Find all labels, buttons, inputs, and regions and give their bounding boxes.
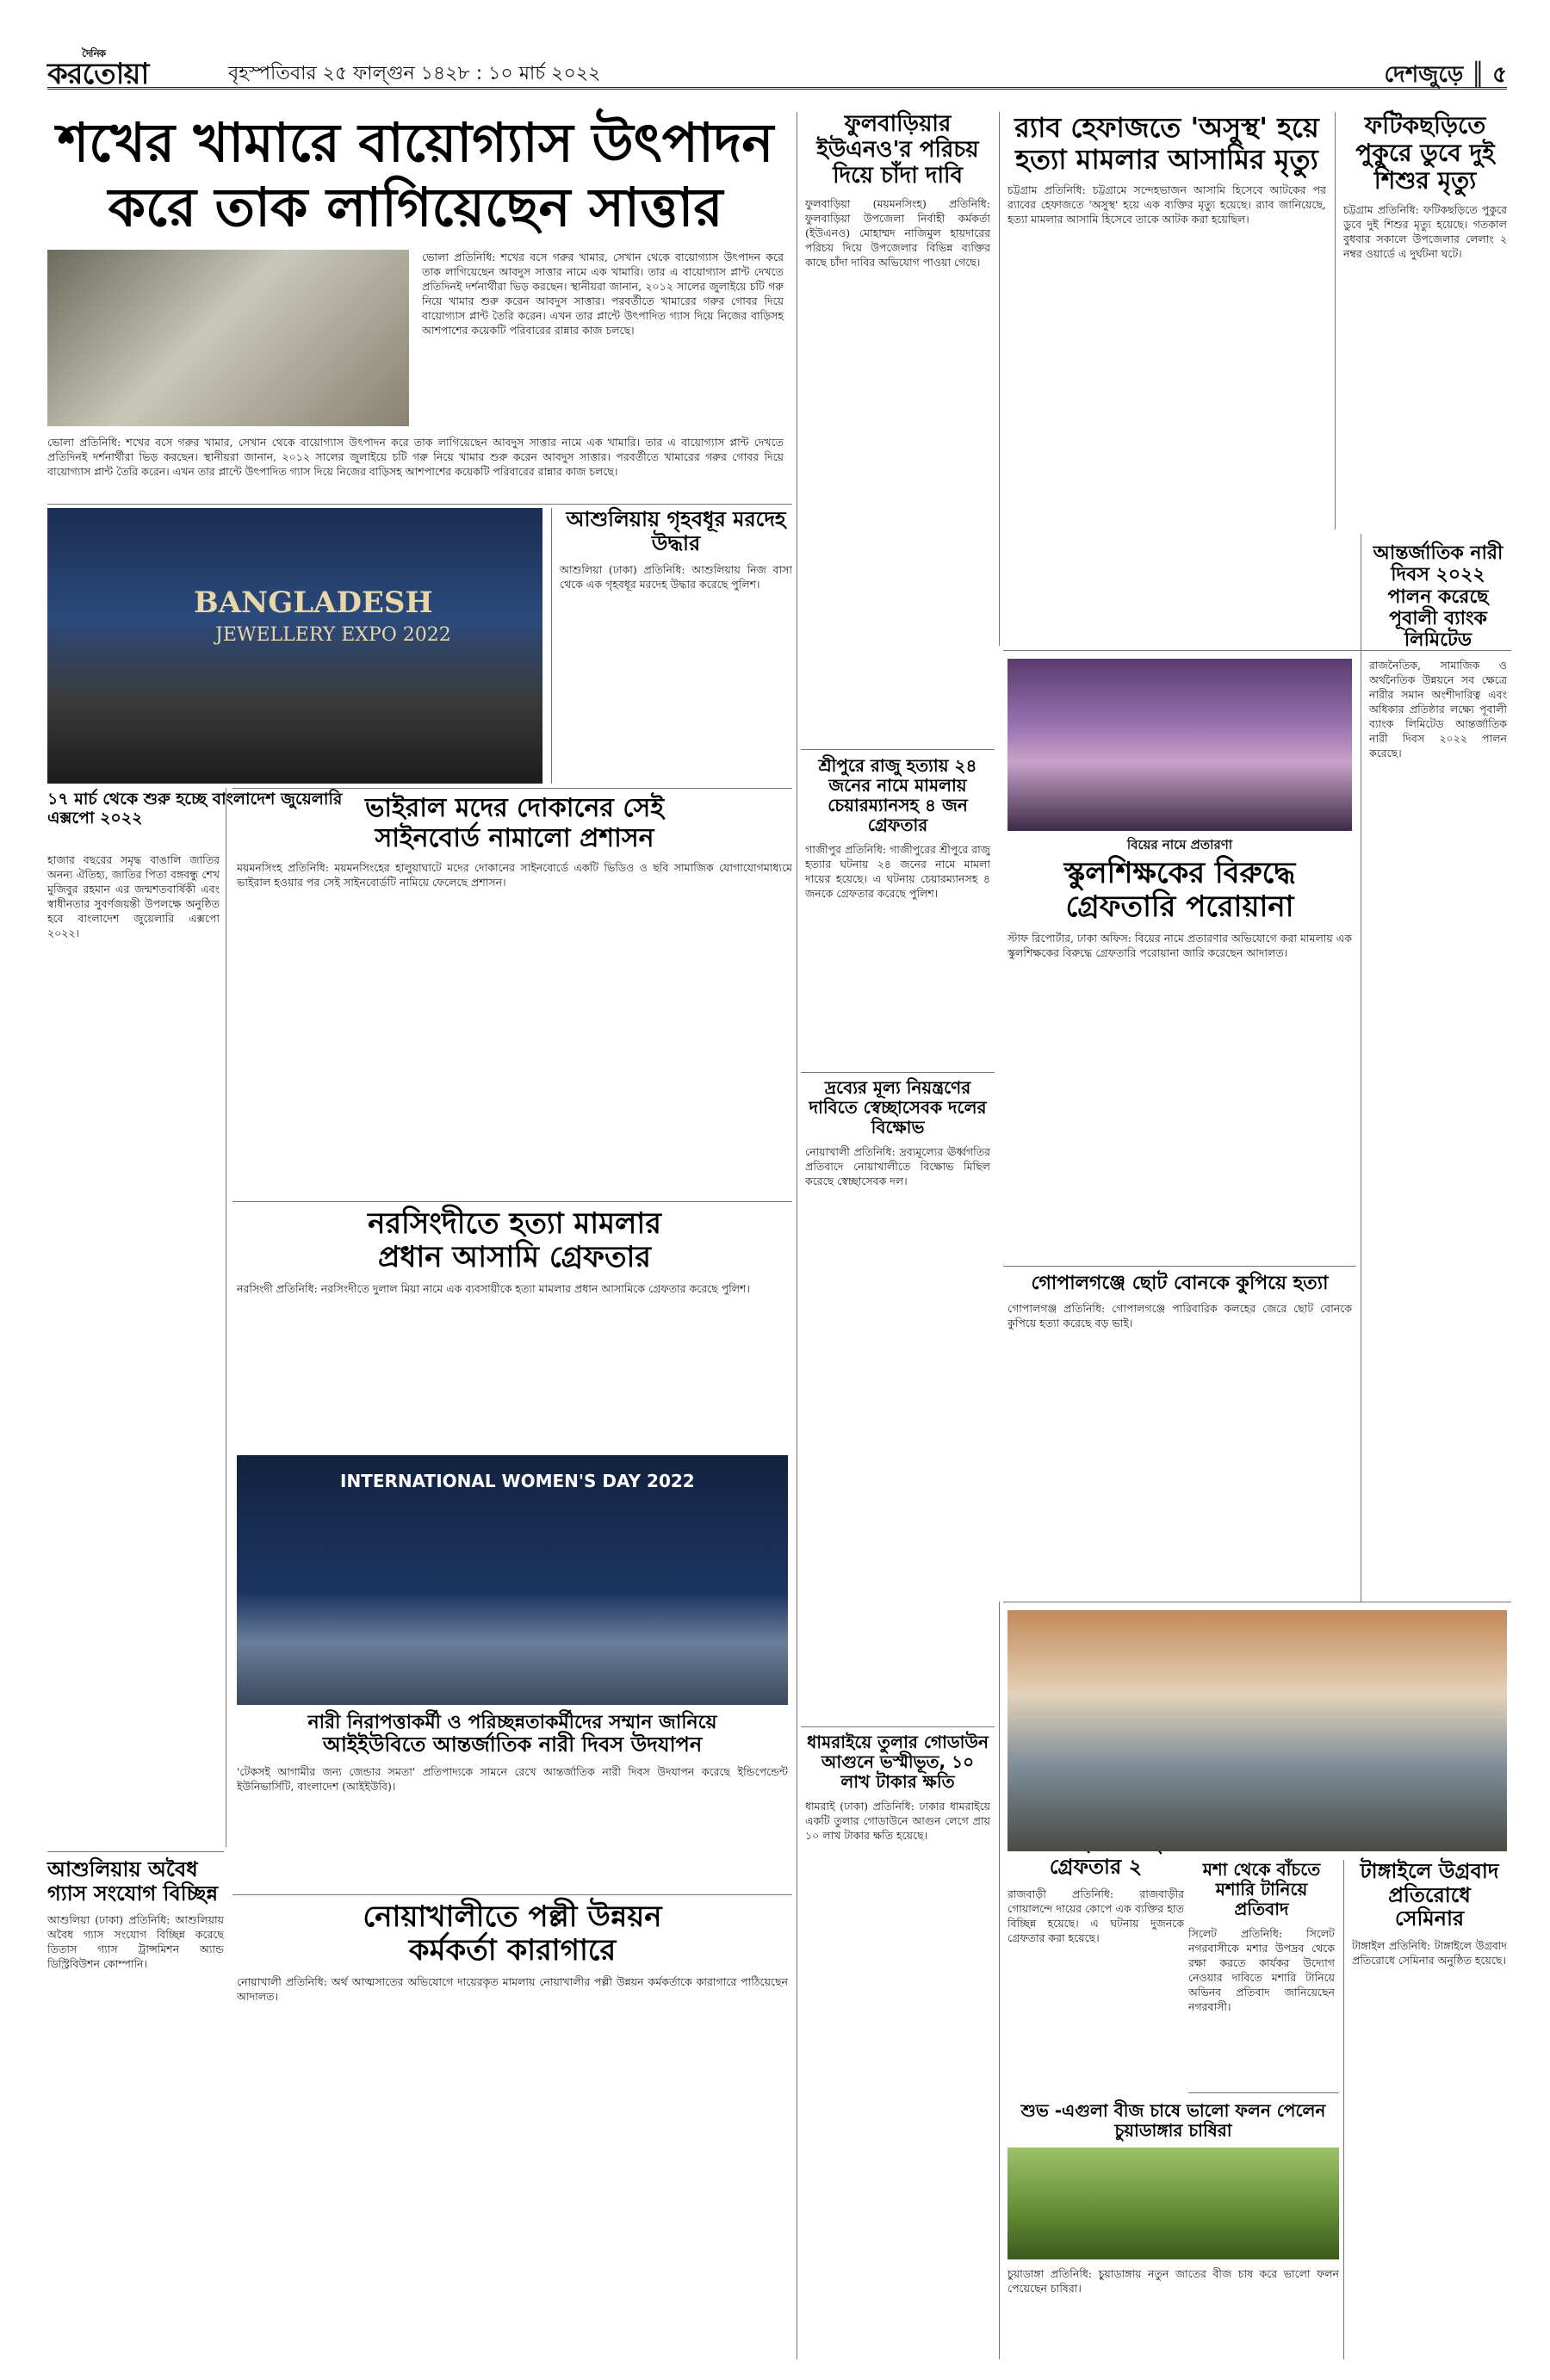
iub-womens-day-photo <box>237 1455 788 1705</box>
newspaper-logo: দৈনিক করতোয়া <box>47 47 149 91</box>
noakhali-body: নোয়াখালী প্রতিনিধি: অর্থ আত্মসাতের অভিযোগে দায়েরকৃত মামলায় নোয়াখালীর পল্লী উন্নয়ন কর্মকর্তাকে কারাগারে পাঠিয়েছেন আদালত। <box>237 1975 788 2004</box>
signboard-body: ময়মনসিংহ প্রতিনিধি: ময়মনসিংহের হালুয়াঘাটে মদের দোকানের সাইনবোর্ডে একটি ভিডিও ও ছবি সামাজিক যোগাযোগমাধ্যমে ভাইরাল হওয়ার পর সেই সাইনবোর্ডটি নামিয়ে ফেলেছে প্রশাসন। <box>237 861 792 889</box>
lead-headline-line2: করে তাক লাগিয়েছেন সাত্তার <box>108 176 723 239</box>
signboard-headline-line1: ভাইরাল মদের দোকানের সেই <box>365 793 664 823</box>
row-rule <box>47 1851 224 1852</box>
ashulia-gas-body: আশুলিয়া (ঢাকা) প্রতিনিধি: আশুলিয়ায় অবৈধ গ্যাস সংযোগ বিচ্ছিন্ন করেছে তিতাস গ্যাস ট্রান্সমিশন অ্যান্ড ডিস্ট্রিবিউশন কোম্পানি। <box>47 1913 224 1971</box>
iub-headline-line1: নারী নিরাপত্তাকর্মী ও পরিচ্ছন্নতাকর্মীদের সম্মান জানিয়ে <box>307 1712 717 1733</box>
signboard-headline-line2: সাইনবোর্ড নামালো প্রশাসন <box>375 822 654 853</box>
narsingdi-headline-line1: নরসিংদীতে হত্যা মামলার <box>368 1206 661 1241</box>
noakhali-headline-line1: নোয়াখালীতে পল্লী উন্নয়ন <box>363 1900 662 1934</box>
lead-article <box>47 112 784 239</box>
column-rule <box>1335 112 1336 530</box>
fatikchari-article <box>1343 112 1507 487</box>
jewellery-expo-photo <box>47 508 542 784</box>
column-rule <box>551 508 552 784</box>
tangail-headline: টাঙ্গাইলে উগ্রবাদ প্রতিরোধে সেমিনার <box>1360 1859 1499 1931</box>
tangail-body: টাঙ্গাইল প্রতিনিধি: টাঙ্গাইলে উগ্রবাদ প্রতিরোধে সেমিনার অনুষ্ঠিত হয়েছে। <box>1352 1938 1507 1967</box>
noakhali-article <box>237 1900 788 2302</box>
rab-headline-line2: হত্যা মামলার আসামির মৃত্যু <box>1015 142 1318 176</box>
row-rule <box>47 504 792 505</box>
school-teacher-article <box>1008 857 1352 1189</box>
pubali-body: রাজনৈতিক, সামাজিক ও অর্থনৈতিক উন্নয়নে সব ক্ষেত্রে নারীর সমান অংশীদারিত্ব এবং অধিকার প্রতিষ্ঠার লক্ষ্যে পূবালী ব্যাংক লিমিটেড আন্তর্জাতিক নারী দিবস ২০২২ পালন করেছে। <box>1369 659 1507 760</box>
fatikchari-headline: ফটিকছড়িতে পুকুরে ডুবে দুই শিশুর মৃত্যু <box>1355 111 1495 195</box>
ashulia-gas-article <box>47 1858 224 2369</box>
signboard-article <box>237 794 792 1187</box>
ashulia-wife-body: আশুলিয়া (ঢাকা) প্রতিনিধি: আশুলিয়ায় নিজ বাসা থেকে এক গৃহবধূর মরদেহ উদ্ধার করেছে পুলিশ। <box>560 563 792 592</box>
school-teacher-headline-line1: স্কুলশিক্ষকের বিরুদ্ধে <box>1063 856 1296 890</box>
iub-photo-banner: INTERNATIONAL WOMEN'S DAY 2022 <box>340 1471 695 1491</box>
school-teacher-headline-line2: গ্রেফতারি পরোয়ানা <box>1065 889 1294 925</box>
row-rule <box>801 1072 995 1073</box>
pubali-womens-day-photo <box>1008 659 1352 831</box>
dhamrai-headline: ধামরাইয়ে তুলার গোডাউন আগুনে ভস্মীভূত, ১০ লাখ টাকার ক্ষতি <box>807 1732 989 1792</box>
sreepur-headline: শ্রীপুরে রাজু হত্যায় ২৪ জনের নামে মামলায় চেয়ারম্যানসহ ৪ জন গ্রেফতার <box>818 755 977 835</box>
dragon-fruit-photo <box>1008 2148 1339 2259</box>
dragon-fruit-article <box>1008 2101 1339 2370</box>
sreepur-article <box>805 756 990 1075</box>
mosquito-protest-photo <box>1008 1610 1507 1851</box>
fulbari-body: ফুলবাড়িয়া (ময়মনসিংহ) প্রতিনিধি: ফুলবাড়িয়া উপজেলা নির্বাহী কর্মকর্তা (ইউএনও) মোহাম্মদ নাজিমুল হায়দারের পরিচয় দিয়ে উপজেলার বিভিন্ন ব্যক্তির কাছে চাঁদা দাবির অভিযোগ পাওয়া গেছে। <box>805 196 990 269</box>
dragon-fruit-headline: শুভ -এগুলা বীজ চাষে ভালো ফলন পেলেন চুয়াডাঙ্গার চাষিরা <box>1020 2100 1326 2141</box>
dravyamulya-headline: দ্রব্যের মূল্য নিয়ন্ত্রণের দাবিতে স্বেচ্ছাসেবক দলের বিক্ষোভ <box>809 1077 987 1137</box>
sreepur-body: গাজীপুর প্রতিনিধি: গাজীপুরের শ্রীপুরে রাজু হত্যার ঘটনায় ২৪ জনের নামে মামলা দায়ের হয়েছে। এ ঘটনায় চেয়ারম্যানসহ ৪ জনকে গ্রেফতার করেছে পুলিশ। <box>805 843 990 900</box>
tangail-article <box>1352 1860 1507 2326</box>
goalanda-headline: গ্রেফতার ২ <box>1049 1855 1143 1880</box>
row-rule <box>232 1894 792 1895</box>
noakhali-headline-line2: কর্মকর্তা কারাগারে <box>408 1933 617 1968</box>
column-rule <box>999 112 1000 646</box>
row-rule <box>801 749 995 750</box>
narsingdi-headline-line2: প্রধান আসামি গ্রেফতার <box>377 1240 652 1275</box>
fatikchari-body: চট্টগ্রাম প্রতিনিধি: ফটিকছড়িতে পুকুরে ডুবে দুই শিশুর মৃত্যু হয়েছে। গতকাল বুধবার সকালে উপজেলার লেলাং ২ নম্বর ওয়ার্ডে এ দুর্ঘটনা ঘটে। <box>1343 202 1507 260</box>
dhamrai-body: ধামরাই (ঢাকা) প্রতিনিধি: ঢাকার ধামরাইয়ে একটি তুলার গোডাউনে আগুন লেগে প্রায় ১০ লাখ টাকার ক্ষতি হয়েছে। <box>805 1800 990 1842</box>
mosquito-headline: মশা থেকে বাঁচতে মশারি টানিয়ে প্রতিবাদ <box>1202 1859 1321 1919</box>
narsingdi-article <box>237 1207 792 1445</box>
masthead <box>47 47 1507 91</box>
section-page-number: দেশজুড়ে ║ ৫ <box>1384 62 1507 88</box>
column-rule <box>999 1602 1000 2359</box>
pubali-headline: আন্তর্জাতিক নারী দিবস ২০২২ পালন করেছে পূবালী ব্যাংক লিমিটেড <box>1373 542 1504 652</box>
women-day-caption: বিয়ের নামে প্রতারণা <box>1126 837 1233 852</box>
rab-body: চট্টগ্রাম প্রতিনিধি: চট্টগ্রামে সন্দেহভাজন আসামি হিসেবে আটকের পর র‌্যাবের হেফাজতে 'অসুস্থ' হয়ে এক ব্যক্তির মৃত্যু হয়েছে। র‌্যাব জানিয়েছে, হত্যা মামলার আসামি হিসেবে তাকে আটক করা হয়েছিল। <box>1008 183 1326 226</box>
gopalganj-headline: গোপালগঞ্জে ছোট বোনকে কুপিয়ে হত্যা <box>1031 1273 1329 1294</box>
lead-photo <box>47 250 409 426</box>
gopalganj-article <box>1008 1273 1352 1585</box>
dravyamulya-article <box>805 1078 990 1739</box>
iub-headline-line2: আইইউবিতে আন্তর্জাতিক নারী দিবস উদযাপন <box>322 1732 703 1757</box>
rab-article <box>1008 112 1326 570</box>
issue-date: বৃহস্পতিবার ২৫ ফাল্গুন ১৪২৮ : ১০ মার্চ ২০২২ <box>228 63 601 84</box>
expo-banner-text: BANGLADESH <box>194 586 433 620</box>
ashulia-wife-article <box>560 508 792 769</box>
column-rule <box>1343 1860 1344 2359</box>
iub-body: 'টেকসই আগামীর জন্য জেন্ডার সমতা' প্রতিপাদ্যকে সামনে রেখে আন্তর্জাতিক নারী দিবস উদযাপন করেছে ইন্ডিপেন্ডেন্ট ইউনিভার্সিটি, বাংলাদেশ (আইইউবি)। <box>237 1764 788 1793</box>
jewellery-body: হাজার বছরের সমৃদ্ধ বাঙালি জাতির অনন্য ঐতিহ্য, জাতির পিতা বঙ্গবন্ধু শেখ মুজিবুর রহমান এর জন্মশতবার্ষিকী এবং স্বাধীনতার সুবর্ণজয়ন্তী উপলক্ষে অনুষ্ঠিত হবে বাংলাদেশ জুয়েলারি এক্সপো ২০২২। <box>47 853 220 939</box>
lead-body-cont: ভোলা প্রতিনিধি: শখের বসে গরুর খামার, সেখান থেকে বায়োগ্যাস উৎপাদন করে তাক লাগিয়েছেন আবদুস সাত্তার নামে এক খামারি। তার এ বায়োগ্যাস প্লান্ট দেখতে প্রতিদিনই দর্শনার্থীরা ভিড় করছেন। স্থানীয়রা জানান, ২০১২ সালের জুলাইয়ে চটি গরু নিয়ে খামার শুরু করেন আবদুস সাত্তার। পরবর্তীতে খামারের গরুর গোবর দিয়ে বায়োগ্যাস প্লান্ট তৈরি করেন। এখন তার প্লান্টে উৎপাদিত গ্যাস দিয়ে নিজের বাড়িসহ আশপাশের কয়েকটি পরিবারের রান্নার কাজ চলছে। <box>47 436 784 478</box>
school-teacher-body: স্টাফ রিপোর্টার, ঢাকা অফিস: বিয়ের নামে প্রতারণার অভিযোগে করা মামলায় এক স্কুলশিক্ষকের বিরুদ্ধে গ্রেফতারি পরোয়ানা জারি করেছেন আদালত। <box>1008 932 1352 960</box>
row-rule <box>801 1726 995 1727</box>
dragon-fruit-body: চুয়াডাঙ্গা প্রতিনিধি: চুয়াডাঙ্গায় নতুন জাতের বীজ চাষ করে ভালো ফলন পেয়েছেন চাষিরা। <box>1008 2267 1339 2295</box>
jewellery-caption: ১৭ মার্চ থেকে শুরু হচ্ছে বাংলাদেশ জুয়েলারি এক্সপো ২০২২ <box>47 790 343 827</box>
lead-body: ভোলা প্রতিনিধি: শখের বসে গরুর খামার, সেখান থেকে বায়োগ্যাস উৎপাদন করে তাক লাগিয়েছেন আবদুস সাত্তার নামে এক খামারি। তার এ বায়োগ্যাস প্লান্ট দেখতে প্রতিদিনই দর্শনার্থীরা ভিড় করছেন। স্থানীয়রা জানান, ২০১২ সালের জুলাইয়ে চটি গরু নিয়ে খামার শুরু করেন আবদুস সাত্তার। পরবর্তীতে খামারের গরুর গোবর দিয়ে বায়োগ্যাস প্লান্ট তৈরি করেন। এখন তার প্লান্টে উৎপাদিত গ্যাস দিয়ে নিজের বাড়িসহ আশপাশের কয়েকটি পরিবারের রান্নার কাজ চলছে। <box>422 251 784 337</box>
goalanda-body: রাজবাড়ী প্রতিনিধি: রাজবাড়ীর গোয়ালন্দে দায়ের কোপে এক ব্যক্তির হাত বিচ্ছিন্ন হয়েছে। এ ঘটনায় দুজনকে গ্রেফতার করা হয়েছে। <box>1008 1887 1184 1944</box>
fulbari-headline: ফুলবাড়িয়ার ইউএনও'র পরিচয় দিয়ে চাঁদা দাবি <box>816 111 979 189</box>
dhamrai-article <box>805 1732 990 2333</box>
row-rule <box>232 1201 792 1202</box>
gopalganj-body: গোপালগঞ্জ প্রতিনিধি: গোপালগঞ্জে পারিবারিক কলহের জেরে ছোট বোনকে কুপিয়ে হত্যা করেছে বড় ভাই। <box>1008 1302 1352 1330</box>
row-rule <box>1188 2092 1339 2093</box>
ashulia-gas-headline: আশুলিয়ায় অবৈধ গ্যাস সংযোগ বিচ্ছিন্ন <box>47 1857 219 1906</box>
mosquito-body: সিলেট প্রতিনিধি: সিলেট নগরবাসীকে মশার উপদ্রব থেকে রক্ষা করতে কার্যকর উদ্যোগ নেওয়ার দাবিতে মশারি টানিয়ে অভিনব প্রতিবাদ জানিয়েছেন নগরবাসী। <box>1188 1927 1335 2013</box>
logo-small-text: দৈনিক <box>82 47 106 59</box>
row-rule <box>232 788 792 789</box>
rab-headline-line1: র‌্যাব হেফাজতে 'অসুস্থ' হয়ে <box>1014 111 1319 144</box>
expo-banner-subtext: JEWELLERY EXPO 2022 <box>215 624 451 646</box>
ashulia-wife-headline: আশুলিয়ায় গৃহবধূর মরদেহ উদ্ধার <box>566 507 786 555</box>
pubali-article <box>1369 542 1507 1605</box>
narsingdi-body: নরসিংদী প্রতিনিধি: নরসিংদীতে দুলাল মিয়া নামে এক ব্যবসায়ীকে হত্যা মামলার প্রধান আসামিকে গ্রেফতার করেছে পুলিশ। <box>237 1282 750 1296</box>
dravyamulya-body: নোয়াখালী প্রতিনিধি: দ্রব্যমূল্যের ঊর্ধ্বগতির প্রতিবাদে নোয়াখালীতে বিক্ষোভ মিছিল করেছে স্বেচ্ছাসেবক দল। <box>805 1145 990 1187</box>
lead-headline-line1: শখের খামারে বায়োগ্যাস উৎপাদন <box>57 111 774 174</box>
fulbari-article <box>805 112 990 851</box>
iub-article <box>237 1712 788 1868</box>
row-rule <box>1003 1266 1356 1267</box>
